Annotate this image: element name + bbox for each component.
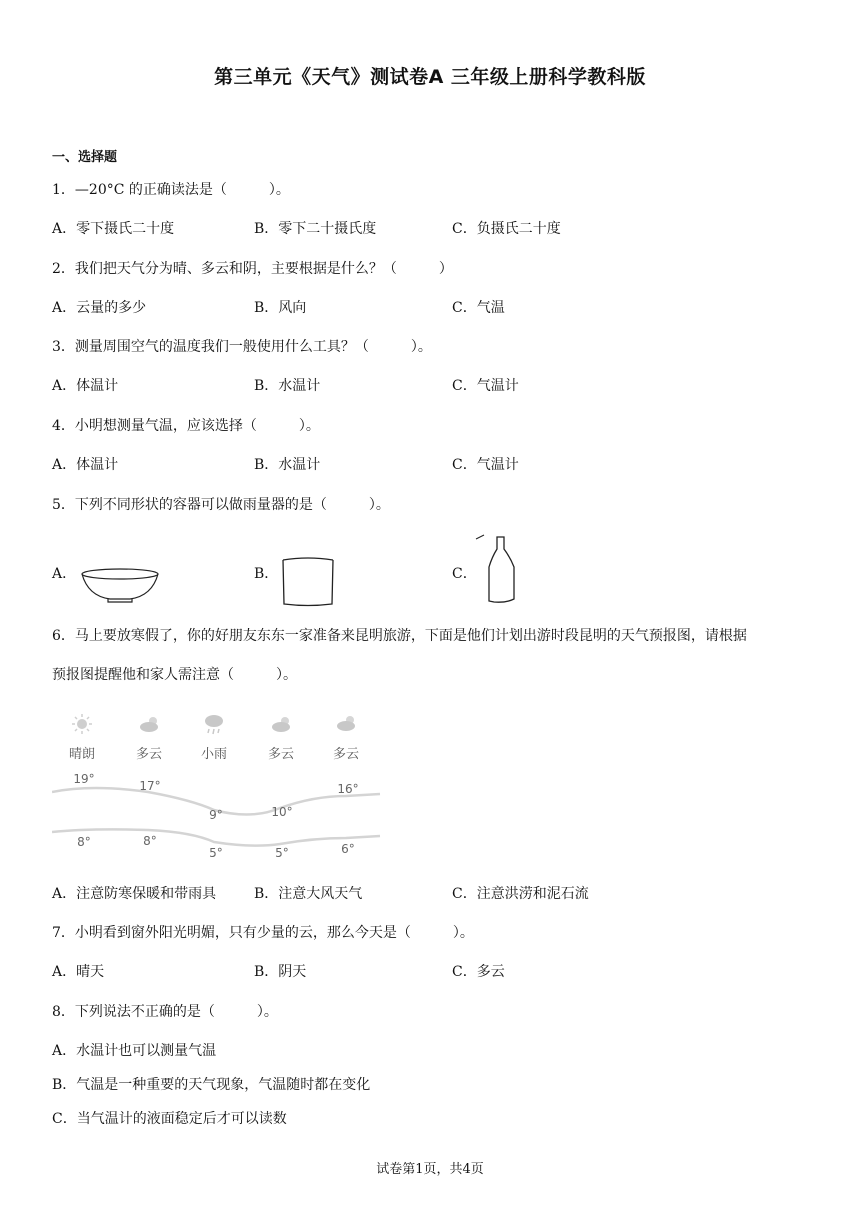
q7-option-a[interactable]: A．晴天 xyxy=(52,964,105,980)
forecast-high-temp: 16° xyxy=(337,782,359,796)
weather-forecast-chart xyxy=(52,708,382,868)
q2-option-c[interactable]: C．气温 xyxy=(452,300,505,316)
question-2-stem: 2．我们把天气分为晴、多云和阴，主要根据是什么？（ ） xyxy=(52,261,453,277)
q5-option-a[interactable]: A． xyxy=(52,566,77,582)
question-6-stem-line1: 6．马上要放寒假了，你的好朋友东东一家准备来昆明旅游，下面是他们计划出游时段昆明的天气预报图，请根据 xyxy=(52,628,747,644)
forecast-low-temp: 5° xyxy=(209,846,223,860)
q1-option-b[interactable]: B．零下二十摄氏度 xyxy=(254,221,377,237)
q6-option-b[interactable]: B．注意大风天气 xyxy=(254,886,363,902)
bottle-image xyxy=(474,533,524,605)
forecast-weather-label: 小雨 xyxy=(200,747,228,762)
q7-option-b[interactable]: B．阴天 xyxy=(254,964,307,980)
q8-option-c[interactable]: C．当气温计的液面稳定后才可以读数 xyxy=(52,1111,287,1127)
question-4-stem: 4．小明想测量气温，应该选择（ ）。 xyxy=(52,418,320,434)
forecast-weather-label: 多云 xyxy=(332,747,360,762)
section-heading: 一、选择题 xyxy=(52,150,118,165)
forecast-high-temp: 19° xyxy=(73,772,95,786)
q6-option-c[interactable]: C．注意洪涝和泥石流 xyxy=(452,886,589,902)
cylinder-container-image xyxy=(280,556,336,608)
question-6-stem-line2: 预报图提醒他和家人需注意（ ）。 xyxy=(52,667,297,683)
sun-icon xyxy=(72,714,92,734)
q2-option-b[interactable]: B．风向 xyxy=(254,300,307,316)
q5-option-b[interactable]: B． xyxy=(254,566,279,582)
low-temperature-line xyxy=(52,829,380,845)
forecast-high-temp: 9° xyxy=(209,808,223,822)
q1-option-a[interactable]: A．零下摄氏二十度 xyxy=(52,221,175,237)
q7-option-c[interactable]: C．多云 xyxy=(452,964,505,980)
question-7-stem: 7．小明看到窗外阳光明媚，只有少量的云，那么今天是（ ）。 xyxy=(52,925,474,941)
q4-option-c[interactable]: C．气温计 xyxy=(452,457,519,473)
forecast-weather-label: 多云 xyxy=(135,747,163,762)
forecast-low-temp: 8° xyxy=(143,834,157,848)
q5-option-c[interactable]: C． xyxy=(452,566,477,582)
page-footer: 试卷第1页，共4页 xyxy=(376,1162,484,1177)
q1-option-c[interactable]: C．负摄氏二十度 xyxy=(452,221,561,237)
forecast-weather-label: 多云 xyxy=(267,747,295,762)
question-5-stem: 5．下列不同形状的容器可以做雨量器的是（ ）。 xyxy=(52,497,390,513)
question-1-stem: 1．—20°C 的正确读法是（ ）。 xyxy=(52,182,290,198)
cloud-sun-icon xyxy=(140,717,158,732)
q8-option-b[interactable]: B．气温是一种重要的天气现象，气温随时都在变化 xyxy=(52,1077,371,1093)
q3-option-c[interactable]: C．气温计 xyxy=(452,378,519,394)
page-title: 第三单元《天气》测试卷A 三年级上册科学教科版 xyxy=(214,66,646,88)
bowl-image xyxy=(78,566,162,604)
question-3-stem: 3．测量周围空气的温度我们一般使用什么工具？（ ）。 xyxy=(52,339,432,355)
q3-option-a[interactable]: A．体温计 xyxy=(52,378,119,394)
forecast-high-temp: 17° xyxy=(139,779,161,793)
forecast-weather-label: 晴朗 xyxy=(68,747,96,762)
forecast-low-temp: 6° xyxy=(341,842,355,856)
q4-option-a[interactable]: A．体温计 xyxy=(52,457,119,473)
question-8-stem: 8．下列说法不正确的是（ ）。 xyxy=(52,1004,278,1020)
cloud-sun-icon xyxy=(272,717,290,732)
q6-option-a[interactable]: A．注意防寒保暖和带雨具 xyxy=(52,886,217,902)
q3-option-b[interactable]: B．水温计 xyxy=(254,378,321,394)
q4-option-b[interactable]: B．水温计 xyxy=(254,457,321,473)
rain-icon xyxy=(205,715,223,734)
q8-option-a[interactable]: A．水温计也可以测量气温 xyxy=(52,1043,217,1059)
forecast-low-temp: 5° xyxy=(275,846,289,860)
q2-option-a[interactable]: A．云量的多少 xyxy=(52,300,147,316)
forecast-high-temp: 10° xyxy=(271,805,293,819)
forecast-low-temp: 8° xyxy=(77,835,91,849)
cloud-sun-icon xyxy=(337,716,355,731)
